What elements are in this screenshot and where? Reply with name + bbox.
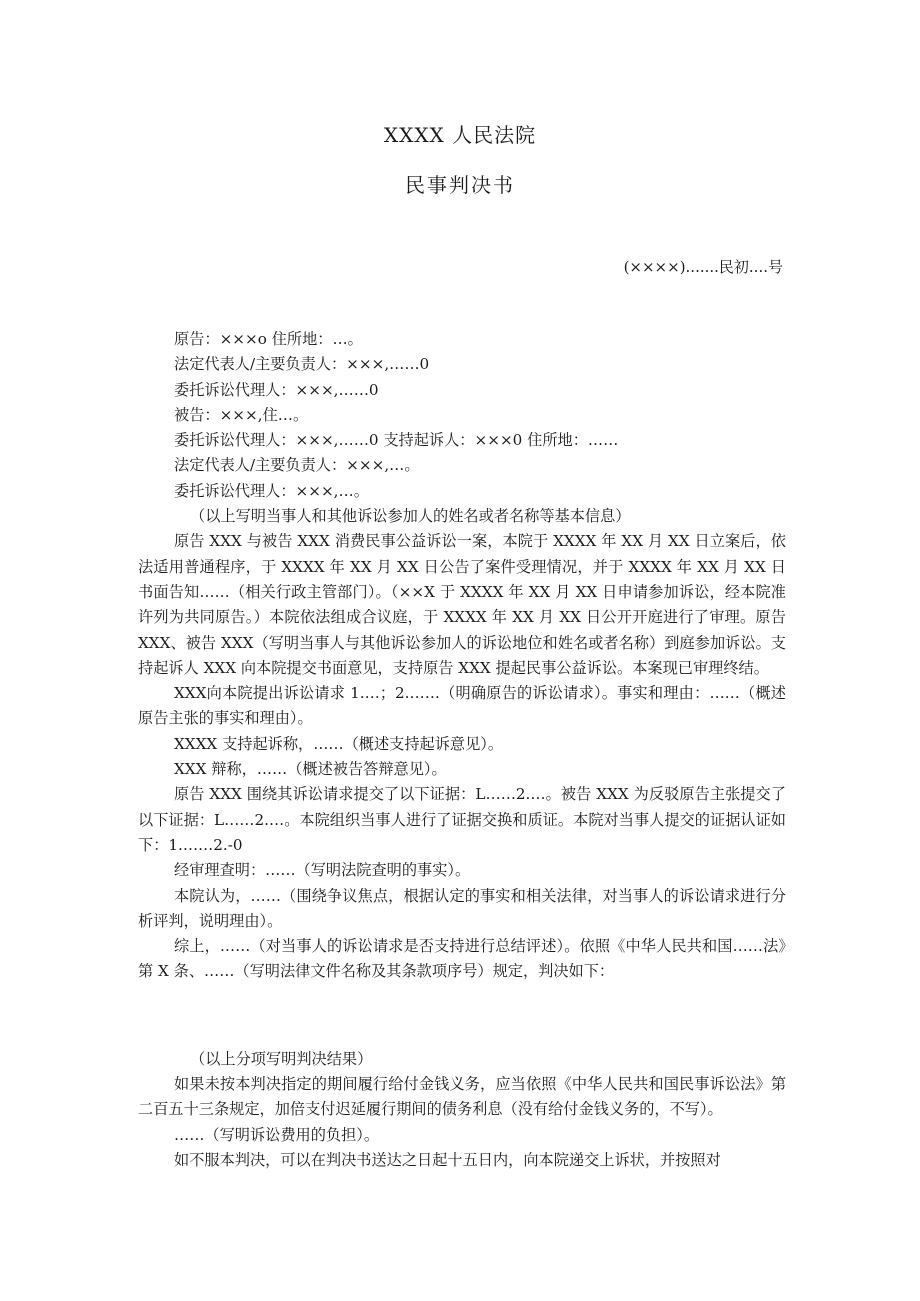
litigation-cost-paragraph: ……（写明诉讼费用的负担）。: [174, 1125, 380, 1144]
document-body: [138, 327, 786, 1173]
facts-paragraph: 经审理查明：……（写明法院查明的事实）。: [174, 861, 471, 880]
blank-space: [138, 985, 786, 1047]
defendant-line: 被告：×××,住…。: [174, 405, 309, 424]
plaintiff-line: 原告：×××o 住所地：…。: [174, 330, 363, 348]
court-opinion-paragraph: 本院认为，……（围绕争议焦点，根据认定的事实和相关法律，对当事人的诉讼请求进行分析评判，说明理由）。: [138, 886, 786, 930]
supporter-agent-line: 委托诉讼代理人：×××,…。: [174, 481, 369, 500]
conclusion-paragraph: 综上，……（对当事人的诉讼请求是否支持进行总结评述）。依照《中华人民共和国……法》第 X 条、……（写明法律文件名称及其条款项序号）规定，判决如下：: [138, 937, 786, 981]
supporter-representative-line: 法定代表人/主要负责人：×××,…。: [174, 456, 420, 475]
support-paragraph: XXXX 支持起诉称，……（概述支持起诉意见）。: [174, 734, 504, 753]
appeal-paragraph: 如不服本判决，可以在判决书送达之日起十五日内，向本院递交上诉状，并按照对: [174, 1150, 721, 1169]
court-name: XXXX 人民法院: [383, 123, 537, 147]
case-number: (××××).......民初....号: [623, 258, 783, 276]
plaintiff-representative-line: 法定代表人/主要负责人：×××,……0: [174, 355, 430, 374]
defendant-agent-line: 委托诉讼代理人：×××,……0 支持起诉人：×××0 住所地：……: [174, 431, 619, 450]
document-type-title: 民事判决书: [405, 173, 515, 197]
judgment-result-note: （以上分项写明判决结果）: [190, 1049, 373, 1068]
claims-paragraph: XXX向本院提出诉讼请求 1.…；2.……（明确原告的诉讼请求）。事实和理由：……（概述原告主张的事实和理由）。: [138, 684, 786, 728]
defense-paragraph: XXX 辩称，……（概述被告答辩意见）。: [174, 760, 447, 779]
interest-paragraph: 如果未按本判决指定的期间履行给付金钱义务，应当依照《中华人民共和国民事诉讼法》第二百五十三条规定，加倍支付迟延履行期间的债务利息（没有给付金钱义务的，不写）。: [138, 1075, 786, 1119]
parties-note: （以上写明当事人和其他诉讼参加人的姓名或者名称等基本信息）: [190, 507, 631, 526]
case-history-paragraph: 原告 XXX 与被告 XXX 消费民事公益诉讼一案，本院于 XXXX 年 XX 月 XX 日立案后，依法适用普通程序，于 XXXX 年 XX 月 XX 日公告了案件受理情况，并于 XXXX 年 XX 月 XX 日书面告知……（相关行政主管部门）。（××X 于 XXXX 年 XX 月 XX 日申请参加诉讼，经本院准许列为共同原告。）本院依法组成合议庭，于 XXXX 年 XX 月 XX 日公开开庭进行了审理。原告 XXX、被告 XXX（写明当事人与其他诉讼参加人的诉讼地位和姓名或者名称）到庭参加诉讼。支持起诉人 XXX 向本院提交书面意见，支持原告 XXX 提起民事公益诉讼。本案现已审理终结。: [138, 532, 786, 677]
evidence-paragraph: 原告 XXX 围绕其诉讼请求提交了以下证据：L……2.…。被告 XXX 为反驳原告主张提交了以下证据：L……2.…。本院组织当事人进行了证据交换和质证。本院对当事人提交的证据认证如下：1.……2.-0: [138, 785, 786, 854]
plaintiff-agent-line: 委托诉讼代理人：×××,……0: [174, 380, 379, 399]
